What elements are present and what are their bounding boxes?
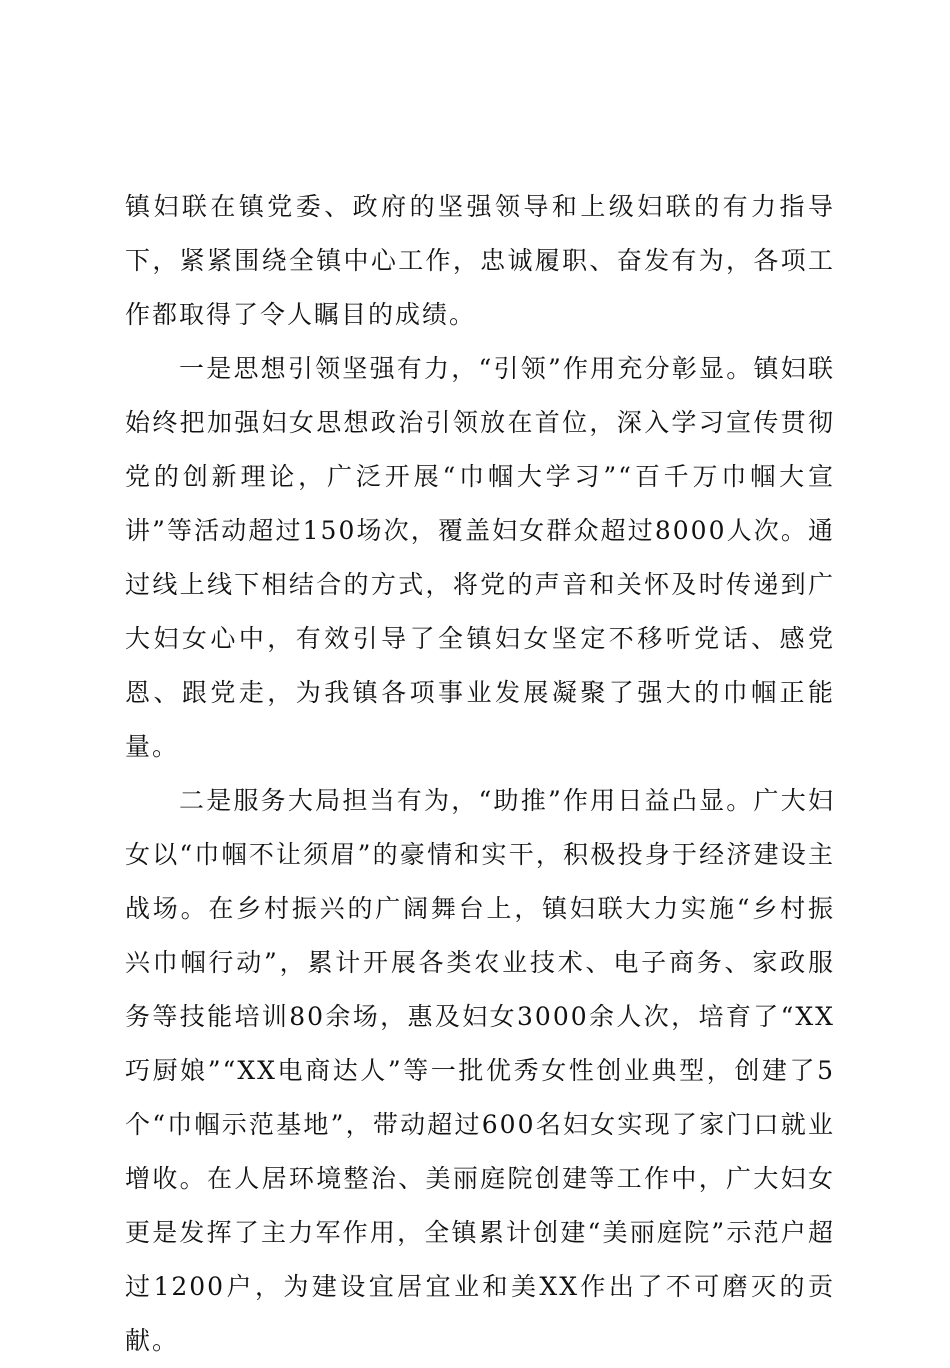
document-body xyxy=(125,180,835,1368)
paragraph-intro: 镇妇联在镇党委、政府的坚强领导和上级妇联的有力指导下，紧紧围绕全镇中心工作，忠诚履职、奋发有为，各项工作都取得了令人瞩目的成绩。 xyxy=(125,192,835,329)
paragraph-serving-overall: 二是服务大局担当有为，“助推”作用日益凸显。广大妇女以“巾帼不让须眉”的豪情和实干，积极投身于经济建设主战场。在乡村振兴的广阔舞台上，镇妇联大力实施“乡村振兴巾帼行动”，累计开展各类农业技术、电子商务、家政服务等技能培训80余场，惠及妇女3000余人次，培育了“XX巧厨娘”“XX电商达人”等一批优秀女性创业典型，创建了5个“巾帼示范基地”，带动超过600名妇女实现了家门口就业增收。在人居环境整治、美丽庭院创建等工作中，广大妇女更是发挥了主力军作用，全镇累计创建“美丽庭院”示范户超过1200户，为建设宜居宜业和美XX作出了不可磨灭的贡献。 xyxy=(125,786,835,1355)
paragraph-ideological-guidance: 一是思想引领坚强有力，“引领”作用充分彰显。镇妇联始终把加强妇女思想政治引领放在首位，深入学习宣传贯彻党的创新理论，广泛开展“巾帼大学习”“百千万巾帼大宣讲”等活动超过150场次，覆盖妇女群众超过8000人次。通过线上线下相结合的方式，将党的声音和关怀及时传递到广大妇女心中，有效引导了全镇妇女坚定不移听党话、感党恩、跟党走，为我镇各项事业发展凝聚了强大的巾帼正能量。 xyxy=(125,354,835,761)
